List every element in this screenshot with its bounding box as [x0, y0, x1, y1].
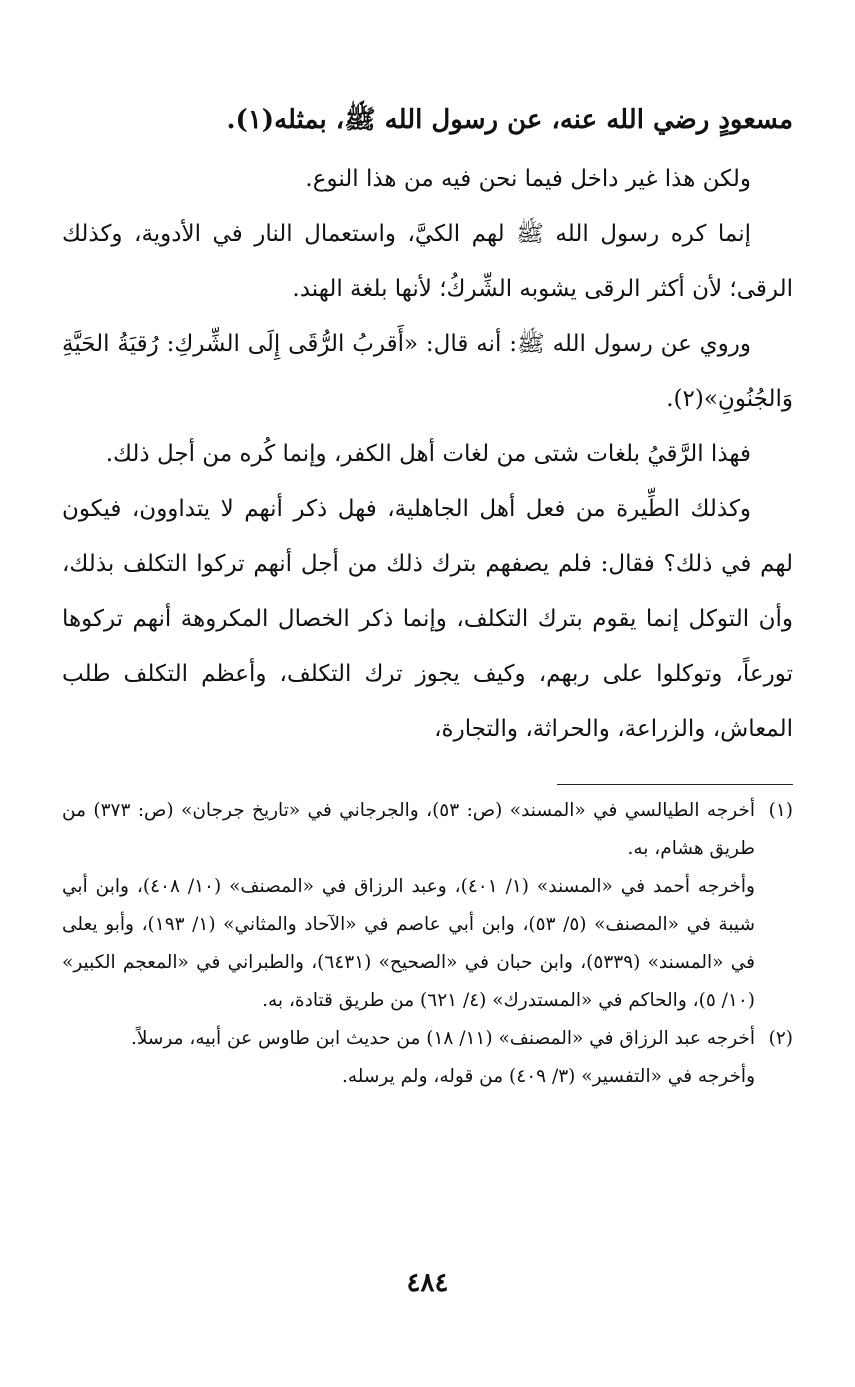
main-text [62, 88, 793, 757]
footnote-paragraph: أخرجه الطيالسي في «المسند» (ص: ٥٣)، والجرجاني في «تاريخ جرجان» (ص: ٣٧٣) من طريق هشام، به. [62, 800, 755, 859]
body-paragraph-4: وروي عن رسول الله ﷺ: أنه قال: «أَقربُ الرُّقَى إِلَى الشِّركِ: رُقيَةُ الحَيَّةِ وَالجُنُونِ»(٢). [62, 331, 793, 412]
body-paragraph-5: فهذا الرَّقيُ بلغات شتى من لغات أهل الكفر، وإنما كُره من أجل ذلك. [105, 441, 751, 467]
body-paragraph-6: وكذلك الطِّيرة من فعل أهل الجاهلية، فهل ذكر أنهم لا يتداوون، فيكون لهم في ذلك؟ فقال: فلم يصفهم بترك ذلك من أجل أنهم تركوا التكلف بذلك، وأن التوكل إنما يقوم بترك التكلف، وإنما ذكر الخصال المكروهة أنهم تركوها تورعاً، وتوكلوا على ربهم، وكيف يجوز ترك التكلف، وأعظم التكلف طلب المعاش، والزراعة، والحراثة، والتجارة، [62, 496, 793, 742]
body-paragraph-3: إنما كره رسول الله ﷺ لهم الكيَّ، واستعمال النار في الأدوية، وكذلك الرقى؛ لأن أكثر الرقى يشوبه الشِّركُ؛ لأنها بلغة الهند. [62, 221, 793, 302]
footnote-paragraph: وأخرجه في «التفسير» (٣/ ٤٠٩) من قوله، ولم يرسله. [341, 1066, 755, 1087]
footnote-body [62, 1020, 755, 1096]
footnote-divider [557, 784, 793, 785]
footnotes-section [62, 792, 793, 1096]
footnote-1 [62, 792, 793, 1020]
body-paragraph-2: ولكن هذا غير داخل فيما نحن فيه من هذا النوع. [305, 166, 751, 192]
footnote-body [62, 792, 755, 1020]
footnote-number: (١) [768, 800, 793, 821]
body-paragraph-1: مسعودٍ رضي الله عنه، عن رسول الله ﷺ، بمثله(١). [226, 105, 793, 135]
footnote-paragraph: أخرجه عبد الرزاق في «المصنف» (١١/ ١٨) من حديث ابن طاوس عن أبيه، مرسلاً. [130, 1028, 755, 1049]
page-number: ٤٨٤ [406, 1268, 449, 1298]
footnote-2 [62, 1020, 793, 1096]
footnote-number: (٢) [768, 1028, 793, 1049]
document-page [62, 88, 793, 1347]
footnote-paragraph: وأخرجه أحمد في «المسند» (١/ ٤٠١)، وعبد الرزاق في «المصنف» (١٠/ ٤٠٨)، وابن أبي شيبة في «المصنف» (٥/ ٥٣)، وابن أبي عاصم في «الآحاد والمثاني» (١/ ١٩٣)، وأبو يعلى في «المسند» (٥٣٣٩)، وابن حبان في «الصحيح» (٦٤٣١)، والطبراني في «المعجم الكبير» (١٠/ ٥)، والحاكم في «المستدرك» (٤/ ٦٢١) من طريق قتادة، به. [62, 876, 755, 1011]
